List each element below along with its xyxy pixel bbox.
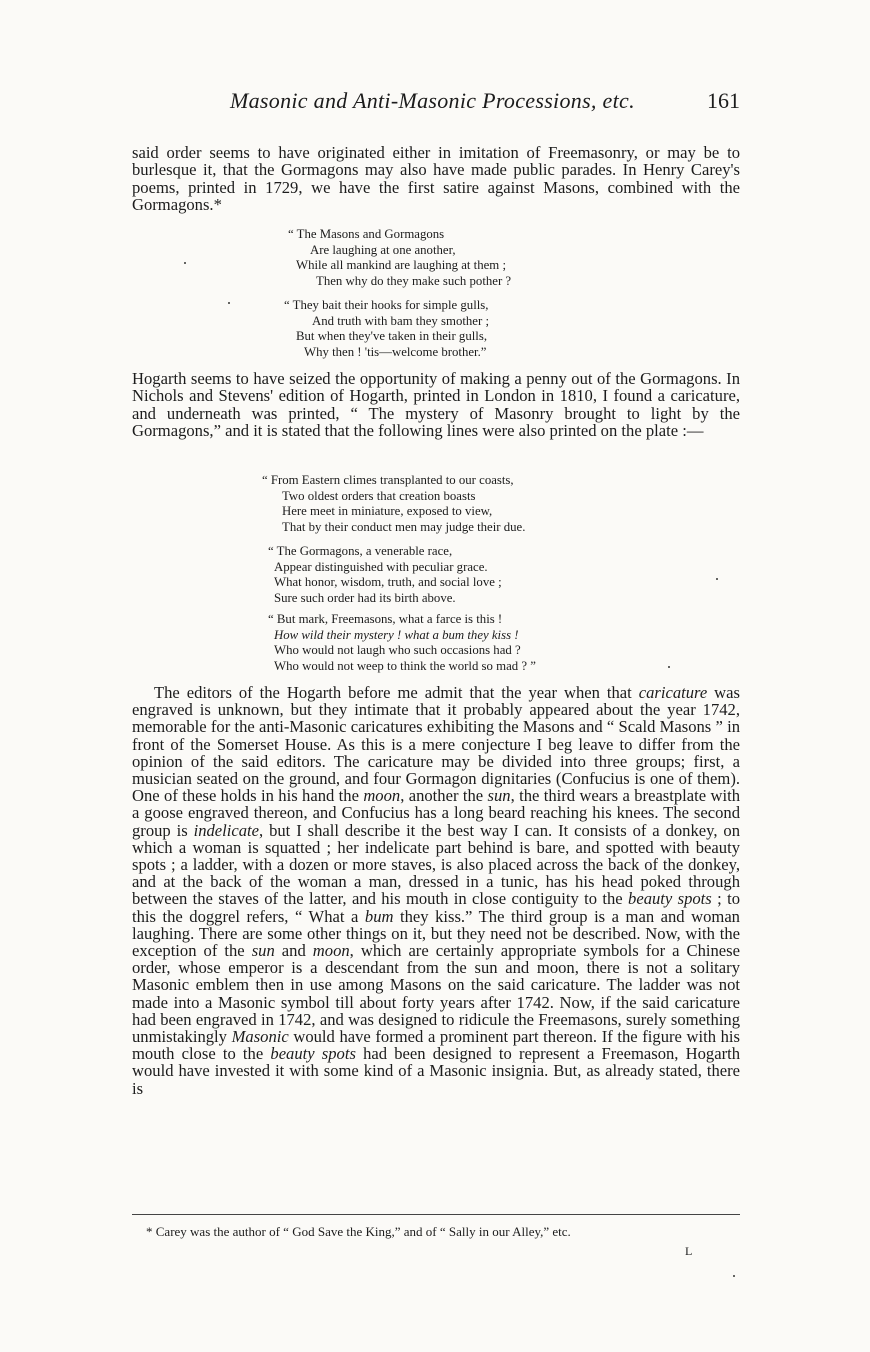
print-speck	[228, 302, 230, 304]
poem-line: Why then ! 'tis—welcome brother.”	[304, 344, 487, 359]
poem-line: But when they've taken in their gulls,	[296, 329, 488, 344]
print-speck	[668, 666, 670, 668]
emphasis: sun	[487, 786, 511, 806]
text-run: ; to this the doggrel refers, “ What a	[132, 889, 740, 926]
poem-line: Who would not weep to think the world so mad ? ”	[274, 658, 536, 673]
poem-line: While all mankind are laughing at them ;	[296, 258, 507, 273]
poem-line: Who would not laugh who such occasions had ?	[274, 643, 521, 658]
paragraph-hogarth: Hogarth seems to have seized the opportunity of making a penny out of the Gormagons. In Nichols and Stevens' edition of Hogarth, printed in London in 1810, I found a caricature, and underneath was printed, “ The mystery of Masonry brought to light by the Gormagons,” and it is stated that the following lines were also printed on the plate :—	[132, 369, 740, 441]
poem-line: And truth with bam they smother ;	[312, 313, 490, 328]
paragraph-carey-intro: said order seems to have originated either in imitation of Freemasonry, or may be to burlesque it, that the Gormagons may also have made public parades. In Henry Carey's poems, printed in 1729, we have the first satire against Masons, combined with the Gormagons.*	[132, 143, 740, 215]
text-run: , the third wears a breastplate with a goose engraved thereon, and Confucius has a long beard reaching his knees. The second group is	[132, 786, 740, 840]
plate-poem-stanza-1	[262, 473, 525, 535]
footnote: * Carey was the author of “ God Save the King,” and of “ Sally in our Alley,” etc.	[146, 1224, 571, 1239]
plate-poem-stanza-2	[268, 544, 502, 606]
plate-poem-stanza-3	[268, 612, 536, 674]
text-run: had been designed to represent a Freemason, Hogarth would have invested it with some kind of a Masonic insignia. But, as already stated, there is	[132, 1044, 741, 1098]
poem-line: Here meet in miniature, exposed to view,	[282, 504, 493, 519]
emphasis: beauty spots	[270, 1044, 356, 1064]
emphasis: sun	[251, 941, 275, 961]
text-run: would have formed a prominent part thereon. If the figure with his mouth close to the	[132, 1027, 740, 1064]
emphasis: indelicate	[193, 820, 260, 840]
print-speck	[184, 262, 186, 264]
page-number: 161	[707, 88, 740, 113]
signature-mark: L	[685, 1244, 693, 1258]
poem-line: “ But mark, Freemasons, what a farce is this !	[268, 612, 503, 626]
emphasis: moon	[312, 941, 350, 961]
running-title: Masonic and Anti-Masonic Processions, etc.	[230, 88, 635, 113]
text-run: was engraved is unknown, but they intimate that it probably appeared about the year 1742, memorable for the anti-Masonic caricatures exhibiting the Masons and “ Scald Masons ” in front of the Somerset House. As this is a mere conjecture I beg leave to differ from the opinion of the said editors. The caricature may be divided into three groups; first, a musician seated on the ground, and four Gormagon dignitaries (Confucius is one of them). One of these holds in his hand the	[132, 683, 740, 806]
poem-line: “ The Gormagons, a venerable race,	[268, 544, 453, 558]
text-run: they kiss.” The third group is a man and woman laughing. There are some other things on it, but they need not be described. Now, with the exception of the	[132, 906, 740, 961]
poem-line: “ From Eastern climes transplanted to our coasts,	[262, 473, 514, 487]
print-speck	[733, 1275, 735, 1277]
carey-poem-stanza-2	[284, 298, 489, 360]
emphasis: bum	[364, 906, 394, 926]
text-run: and	[274, 941, 313, 961]
text-run: , which are certainly appropriate symbols for a Chinese order, whose emperor is a descendant from the sun and moon, there is not a solitary Masonic emblem then in use among Masons on the said caricature. The ladder was not made into a Masonic symbol till about forty years after 1742. Now, if the said caricature had been engraved in 1742, and was designed to ridicule the Freemasons, surely something unmistakingly	[132, 941, 740, 1047]
text-run: The editors of the Hogarth before me admit that the year when that	[154, 683, 639, 702]
poem-line: Sure such order had its birth above.	[274, 590, 456, 605]
poem-line: Two oldest orders that creation boasts	[282, 488, 476, 503]
carey-poem	[288, 227, 511, 289]
poem-line: That by their conduct men may judge their due.	[282, 519, 526, 534]
emphasis: moon	[363, 786, 401, 806]
paragraph-editors	[132, 684, 740, 1097]
emphasis: caricature	[638, 683, 708, 702]
poem-line: Appear distinguished with peculiar grace.	[274, 559, 488, 574]
poem-line: Are laughing at one another,	[310, 242, 456, 257]
text-run: , but I shall describe it the best way I can. It consists of a donkey, on which a woman is squatted ; her indelicate part behind is bare, and spotted with beauty spots ; a ladder, with a dozen or more staves, is also placed across the back of the donkey, and at the back of the woman a man, dressed in a tunic, has his head poked through between the staves of the latter, and his mouth in close contiguity to the	[132, 820, 740, 909]
poem-line: “ They bait their hooks for simple gulls,	[284, 298, 489, 312]
footnote-rule	[132, 1214, 740, 1215]
text-run: , another the	[400, 786, 488, 806]
emphasis: Masonic	[231, 1027, 289, 1047]
print-speck	[716, 578, 718, 580]
poem-line: Then why do they make such pother ?	[316, 273, 512, 288]
poem-line: How wild their mystery ! what a bum they kiss !	[274, 627, 519, 642]
page-header	[230, 88, 740, 118]
poem-line: What honor, wisdom, truth, and social love ;	[274, 575, 502, 590]
poem-line: “ The Masons and Gormagons	[288, 227, 445, 241]
emphasis: beauty spots	[628, 889, 712, 909]
